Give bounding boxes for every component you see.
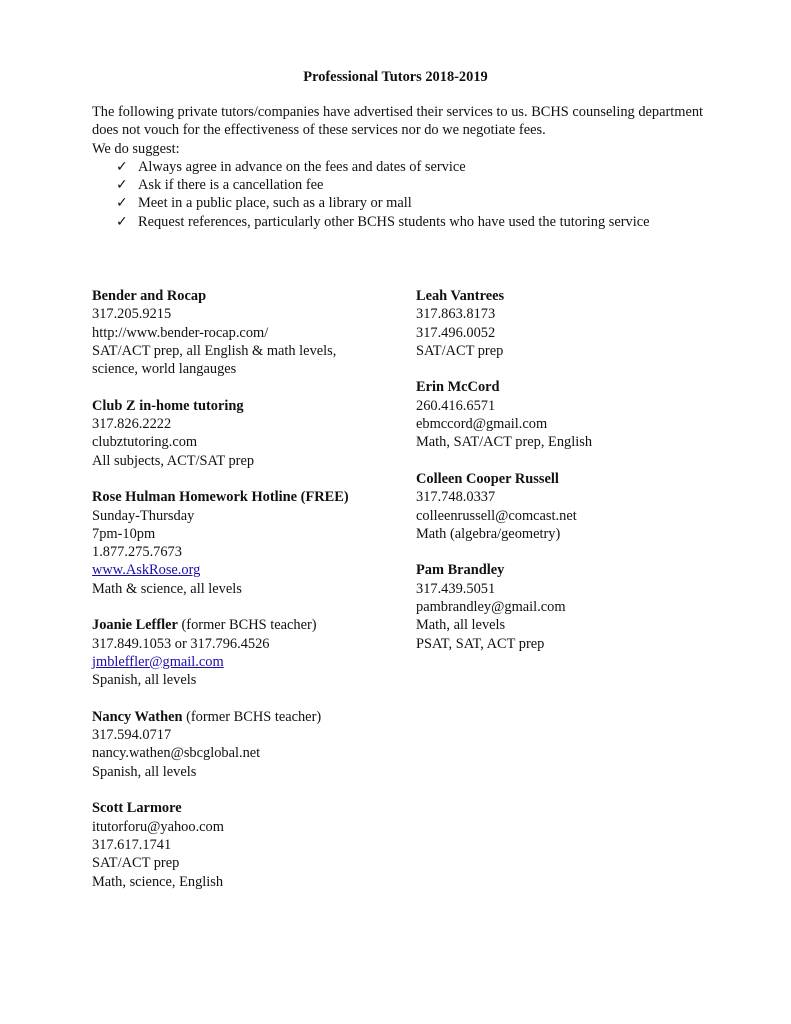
tutor-name: Leah Vantrees bbox=[416, 288, 505, 304]
tutor-subjects: PSAT, SAT, ACT prep bbox=[416, 635, 545, 652]
askrose-link[interactable]: www.AskRose.org bbox=[92, 562, 201, 579]
suggestion-item bbox=[116, 176, 732, 194]
suggestion-item bbox=[116, 158, 732, 176]
tutor-subjects: Spanish, all levels bbox=[92, 763, 197, 780]
tutor-email: nancy.wathen@sbcglobal.net bbox=[92, 745, 261, 762]
tutor-name: Bender and Rocap bbox=[92, 288, 207, 304]
tutor-website: clubztutoring.com bbox=[92, 434, 198, 451]
tutor-subjects: SAT/ACT prep bbox=[416, 342, 504, 359]
tutor-note: (former BCHS teacher) bbox=[182, 708, 322, 725]
suggestion-text: Always agree in advance on the fees and dates of service bbox=[138, 158, 466, 175]
tutor-list-right bbox=[416, 287, 716, 671]
checkmark-icon: ✓ bbox=[116, 158, 128, 175]
suggestion-text: Request references, particularly other BCHS students who have used the tutoring service bbox=[138, 213, 650, 230]
tutor-entry-nancy-wathen bbox=[92, 708, 392, 781]
checkmark-icon: ✓ bbox=[116, 213, 128, 230]
suggestion-item bbox=[116, 194, 732, 212]
tutor-email: itutorforu@yahoo.com bbox=[92, 818, 224, 835]
tutor-phone: 317.617.1741 bbox=[92, 836, 172, 853]
tutor-phone: 317.496.0052 bbox=[416, 324, 496, 341]
tutor-entry-erin-mccord bbox=[416, 378, 716, 451]
tutor-subjects: Math (algebra/geometry) bbox=[416, 525, 561, 542]
suggestion-text: Ask if there is a cancellation fee bbox=[138, 177, 324, 194]
tutor-subjects: science, world langauges bbox=[92, 361, 237, 378]
tutor-subjects: SAT/ACT prep, all English & math levels, bbox=[92, 342, 337, 359]
intro-section bbox=[92, 103, 732, 231]
tutor-website: http://www.bender-rocap.com/ bbox=[92, 324, 269, 341]
tutor-entry-club-z bbox=[92, 397, 392, 470]
tutor-list-left bbox=[92, 287, 392, 909]
tutor-subjects: SAT/ACT prep bbox=[92, 855, 180, 872]
tutor-subjects: Math & science, all levels bbox=[92, 580, 242, 597]
tutor-entry-scott-larmore bbox=[92, 799, 392, 890]
tutor-subjects: Math, SAT/ACT prep, English bbox=[416, 434, 593, 451]
tutor-note: (former BCHS teacher) bbox=[177, 617, 317, 634]
tutor-entry-bender-rocap bbox=[92, 287, 392, 378]
tutor-email: pambrandley@gmail.com bbox=[416, 599, 566, 616]
tutor-entry-joanie-leffler bbox=[92, 616, 392, 689]
tutor-phone: 317.863.8173 bbox=[416, 306, 496, 323]
tutor-email: colleenrussell@comcast.net bbox=[416, 507, 577, 524]
tutor-subjects: All subjects, ACT/SAT prep bbox=[92, 452, 255, 469]
tutor-name: Scott Larmore bbox=[92, 800, 182, 817]
page-title: Professional Tutors 2018-2019 bbox=[303, 69, 488, 85]
tutor-phone: 260.416.6571 bbox=[416, 397, 496, 414]
tutor-entry-rose-hulman bbox=[92, 488, 392, 598]
tutor-phone: 317.439.5051 bbox=[416, 580, 496, 597]
tutor-email: ebmccord@gmail.com bbox=[416, 416, 548, 433]
tutor-name: Colleen Cooper Russell bbox=[416, 470, 559, 487]
tutor-phone: 317.748.0337 bbox=[416, 489, 496, 506]
checkmark-icon: ✓ bbox=[116, 195, 128, 212]
tutor-subjects: Math, science, English bbox=[92, 873, 224, 890]
intro-paragraph: The following private tutors/companies have advertised their services to us. BCHS counseling department does not vouch for the effectiveness of these services nor do we negotiate fees. bbox=[92, 104, 704, 139]
suggestion-item bbox=[116, 213, 732, 231]
intro-lead: We do suggest: bbox=[92, 140, 180, 157]
tutor-phone: 317.205.9215 bbox=[92, 306, 172, 323]
email-link[interactable]: jmbleffler@gmail.com bbox=[92, 653, 224, 670]
tutor-entry-pam-brandley bbox=[416, 561, 716, 652]
tutor-entry-colleen-russell bbox=[416, 470, 716, 543]
tutor-name: Club Z in-home tutoring bbox=[92, 397, 244, 414]
tutor-name: Joanie Leffler bbox=[92, 617, 178, 634]
tutor-name: Erin McCord bbox=[416, 379, 500, 396]
tutor-subjects: Math, all levels bbox=[416, 617, 506, 634]
tutor-name: Rose Hulman Homework Hotline (FREE) bbox=[92, 489, 349, 506]
tutor-subjects: Spanish, all levels bbox=[92, 672, 197, 689]
checkmark-icon: ✓ bbox=[116, 177, 128, 194]
suggestions-list bbox=[92, 158, 732, 231]
suggestion-text: Meet in a public place, such as a library or mall bbox=[138, 195, 412, 212]
tutor-phone: 1.877.275.7673 bbox=[92, 544, 182, 561]
tutor-name: Nancy Wathen bbox=[92, 708, 183, 725]
tutor-name: Pam Brandley bbox=[416, 562, 505, 579]
tutor-phone: 317.826.2222 bbox=[92, 416, 172, 433]
tutor-hours: 7pm-10pm bbox=[92, 525, 156, 542]
tutor-phone: 317.849.1053 or 317.796.4526 bbox=[92, 635, 270, 652]
tutor-entry-leah-vantrees bbox=[416, 287, 716, 360]
tutor-hours: Sunday-Thursday bbox=[92, 507, 195, 524]
tutor-phone: 317.594.0717 bbox=[92, 727, 172, 744]
